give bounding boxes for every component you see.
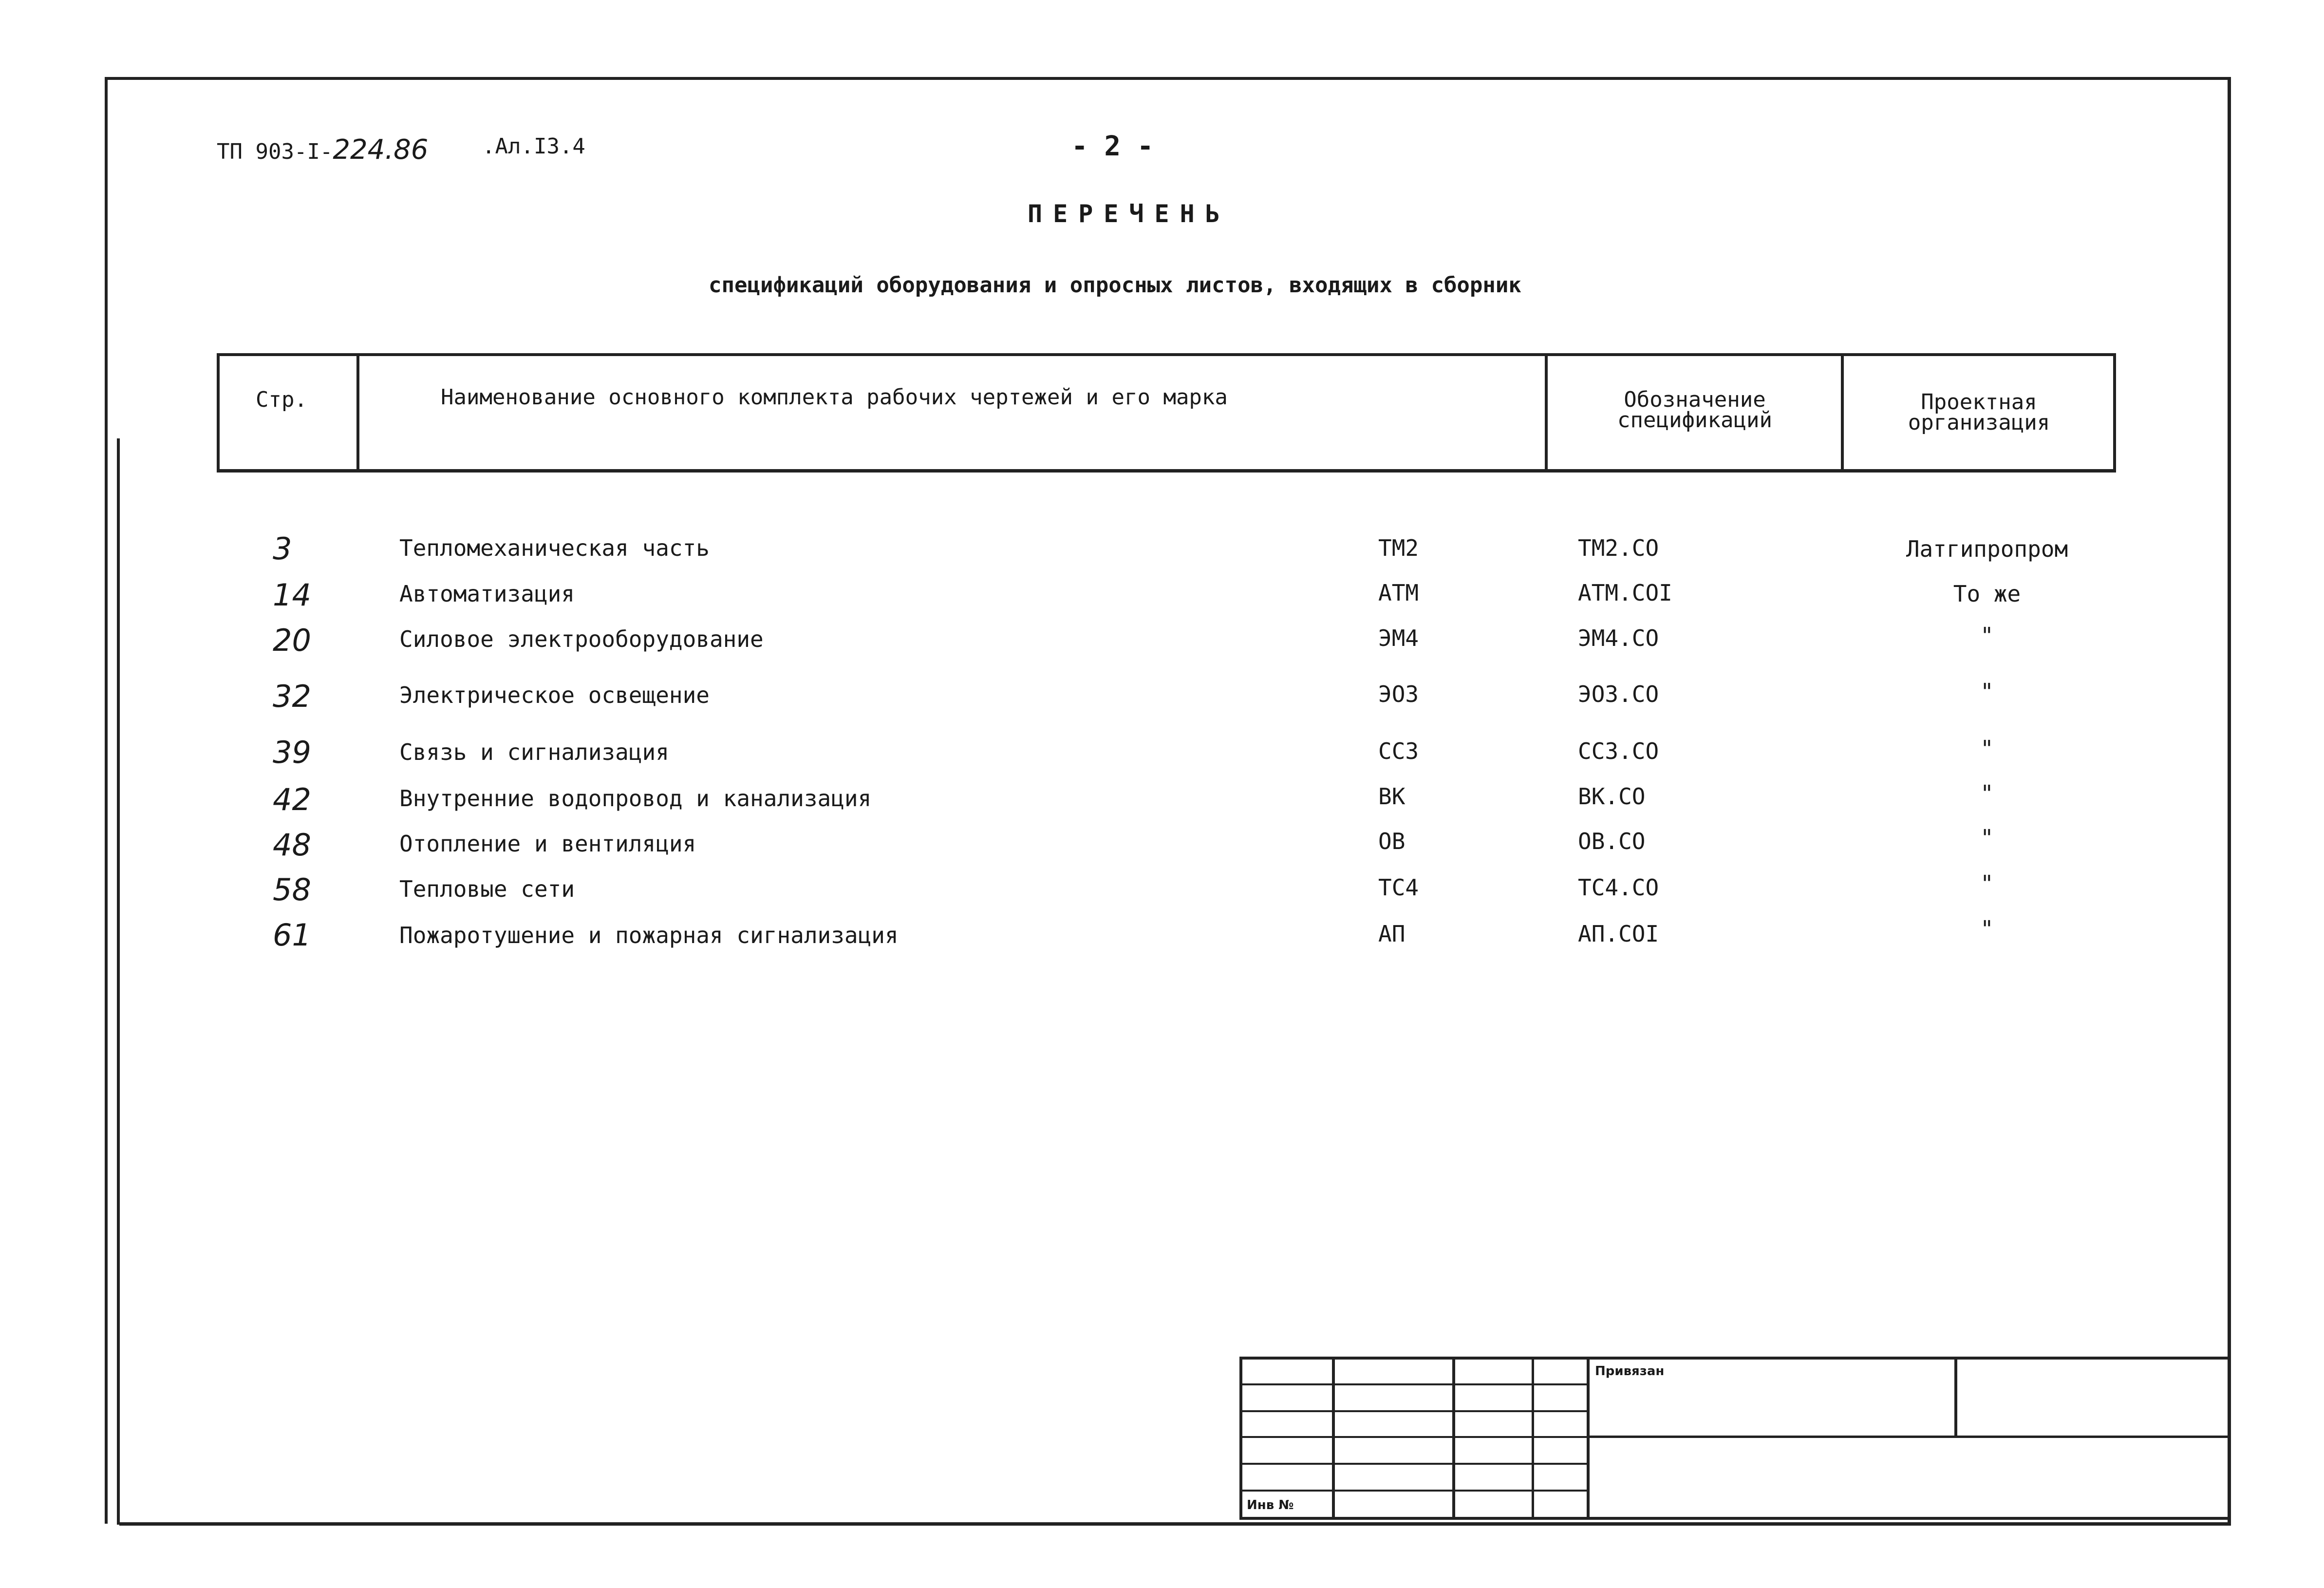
row-mark: АТМ [1378,580,1419,606]
row-organization: " [1980,736,1994,762]
page-subtitle: спецификаций оборудования и опросных листов, входящих в сборник [709,273,1521,298]
row-designation: СС3.СО [1578,738,1659,764]
frame-bottom-line [119,1522,2231,1526]
stamp-inventory-label: Инв № [1247,1498,1294,1512]
stamp-line [1532,1357,1534,1520]
stamp-line [1587,1436,2230,1438]
row-mark: АП [1378,921,1406,947]
stamp-line [1239,1436,1588,1438]
row-name: Электрическое освещение [399,682,710,708]
page-number: - 2 - [1071,131,1154,162]
title-block-stamp [1239,1357,2230,1520]
row-name: Отопление и вентиляция [399,831,696,857]
row-page: 39 [273,735,311,770]
row-page: 48 [273,827,311,863]
row-organization: " [1980,825,1994,851]
row-mark: ВК [1378,783,1406,810]
row-page: 58 [273,872,311,907]
row-designation: АП.СОI [1578,921,1659,947]
column-header-org-line2: организация [1908,410,2050,435]
row-organization: " [1980,780,1994,807]
stamp-line [1452,1357,1455,1520]
row-mark: ТМ2 [1378,535,1419,561]
page-title: ПЕРЕЧЕНЬ [1028,200,1231,228]
row-page: 14 [273,577,311,613]
column-header-designation [1549,387,1841,433]
row-designation: ЭО3.СО [1578,681,1659,707]
row-organization: " [1980,916,1994,942]
column-header-designation-line1: Обозначение [1624,387,1766,412]
row-name: Тепломеханическая часть [399,535,710,561]
row-designation: ТМ2.СО [1578,535,1659,561]
frame-inner-left-line [117,438,120,1525]
row-designation: ОВ.СО [1578,828,1646,854]
row-name: Связь и сигнализация [399,739,669,765]
row-mark: ЭО3 [1378,681,1419,707]
stamp-line [1587,1357,1590,1520]
stamp-line [1954,1357,1957,1437]
table-header-divider [356,353,359,473]
stamp-line [1332,1357,1335,1520]
stamp-line [1239,1383,1588,1385]
row-name: Пожаротушение и пожарная сигнализация [399,922,899,948]
row-page: 32 [273,679,311,714]
column-header-organization [1844,392,2114,433]
column-header-org-line1: Проектная [1921,390,2037,415]
row-organization: " [1980,679,1994,705]
document-code-handwritten: 224.86 [333,134,429,166]
document-code-suffix: .Ал.I3.4 [482,134,585,159]
row-organization: То же [1953,581,2021,607]
row-mark: СС3 [1378,738,1419,764]
row-mark: ОВ [1378,828,1406,854]
row-designation: ЭМ4.СО [1578,625,1659,651]
column-header-page: Стр. [256,387,307,412]
row-organization: Латгипропром [1906,536,2068,562]
table-header-divider [1545,353,1548,473]
document-code [217,134,428,166]
stamp-line [1239,1463,1588,1465]
column-header-designation-line2: спецификаций [1617,408,1772,433]
stamp-line [1239,1490,1588,1492]
row-designation: ВК.СО [1578,783,1646,810]
row-name: Автоматизация [399,581,575,607]
row-designation: АТМ.СОI [1578,580,1672,606]
stamp-line [1239,1410,1588,1412]
row-organization: " [1980,870,1994,897]
row-page: 42 [273,782,311,817]
column-header-name: Наименование основного комплекта рабочих чертежей и его марка [441,385,1228,410]
row-name: Силовое электрооборудование [399,626,764,652]
row-organization: " [1980,623,1994,649]
document-code-prefix: ТП 903-I- [217,139,333,164]
row-designation: ТС4.СО [1578,874,1659,901]
row-name: Тепловые сети [399,876,575,902]
row-page: 3 [273,531,292,567]
row-mark: ТС4 [1378,874,1419,901]
stamp-attached-label: Привязан [1595,1364,1665,1379]
row-page: 20 [273,623,311,658]
row-name: Внутренние водопровод и канализация [399,785,872,812]
row-page: 61 [273,917,311,953]
row-mark: ЭМ4 [1378,625,1419,651]
